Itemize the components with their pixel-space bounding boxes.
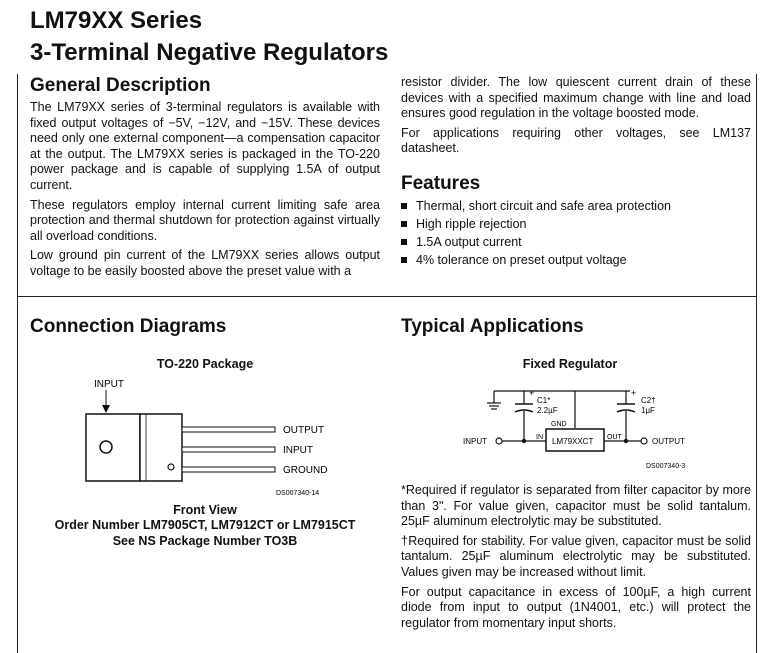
feature-item: Thermal, short circuit and safe area protection — [401, 197, 751, 215]
output-node — [624, 439, 628, 443]
mounting-hole — [100, 441, 112, 453]
pin1-marker — [168, 464, 174, 470]
c2-plus: + — [631, 388, 637, 398]
c2-value: 1µF — [641, 406, 655, 415]
bullet-icon — [401, 203, 407, 209]
package-label: TO-220 Package — [156, 357, 254, 371]
feature-item: 4% tolerance on preset output voltage — [401, 251, 751, 269]
bullet-icon — [401, 257, 407, 263]
general-description-continued — [401, 75, 751, 161]
out-pin-label: OUT — [607, 434, 622, 441]
pin-ground-lead — [182, 467, 275, 472]
in-pin-label: IN — [536, 434, 543, 441]
pin-output-lead — [182, 427, 275, 432]
desc-paragraph-3: Low ground pin current of the LM79XX series allows output voltage to be easily boosted above the preset value with a — [30, 248, 380, 278]
package-input-label: INPUT — [94, 379, 124, 390]
typical-applications-heading: Typical Applications — [401, 316, 584, 337]
c2-label: C2† — [641, 396, 656, 405]
pin-input-lead — [182, 447, 275, 452]
feature-item: 1.5A output current — [401, 233, 751, 251]
features-list — [401, 197, 751, 269]
c1-value: 2.2µF — [537, 406, 558, 415]
input-label: INPUT — [463, 437, 487, 446]
order-number-line: Order Number LM7905CT, LM7912CT or LM7915CT — [54, 518, 356, 532]
front-view-label: Front View — [173, 503, 237, 517]
note-c1: *Required if regulator is separated from filter capacitor by more than 3". For value given, capacitor must be solid tantalum. 25µF aluminum electrolytic may be substituted. — [401, 483, 751, 529]
c1-plus: + — [529, 388, 535, 398]
pin-ground-label: GROUND — [283, 465, 328, 476]
note-c2: †Required for stability. For value given, capacitor must be solid tantalum. 25µF aluminum electrolytic may be substituted. Values given may be increased without limit. — [401, 533, 751, 579]
output-label: OUTPUT — [652, 437, 685, 446]
note-diode: For output capacitance in excess of 100µF, a high current diode from input to output (1N4001, etc.) will protect the regulator from momentary input shorts. — [401, 584, 751, 630]
to220-package-diagram — [80, 375, 340, 500]
frame-left-border — [17, 74, 18, 653]
title-series: LM79XX Series — [30, 7, 203, 34]
gnd-label: GND — [551, 421, 567, 428]
connection-diagrams-heading: Connection Diagrams — [30, 316, 227, 337]
ic-label: LM79XXCT — [552, 437, 594, 446]
desc-paragraph-2: These regulators employ internal current limiting safe area protection and thermal shutdown for protection against virtually all overload conditions. — [30, 197, 380, 243]
desc-paragraph-4: resistor divider. The low quiescent current drain of these devices with a specified maximum change with line and load ensures good regulation in the voltage boosted mode. — [401, 75, 751, 121]
general-description-heading: General Description — [30, 75, 211, 96]
general-description-body — [30, 100, 380, 284]
desc-paragraph-5: For applications requiring other voltages, see LM137 datasheet. — [401, 125, 751, 156]
frame-right-border — [756, 74, 757, 653]
input-node — [522, 439, 526, 443]
input-terminal — [496, 438, 502, 444]
package-drawing-code: DS007340-14 — [276, 490, 320, 497]
section-divider — [17, 296, 757, 297]
package-tab — [86, 414, 140, 481]
c1-label: C1* — [537, 396, 551, 405]
output-terminal — [641, 438, 647, 444]
feature-item: High ripple rejection — [401, 215, 751, 233]
pin-output-label: OUTPUT — [283, 425, 325, 436]
title-subtitle: 3-Terminal Negative Regulators — [30, 39, 389, 66]
schematic-drawing-code: DS007340-3 — [646, 463, 686, 470]
features-heading: Features — [401, 173, 481, 194]
package-number-line: See NS Package Number TO3B — [112, 534, 298, 548]
desc-paragraph-1: The LM79XX series of 3-terminal regulators is available with fixed output voltages of −5V, −12V, and −15V. These devices need only one external component—a compensation capacitor at the output. The LM79XX series is packaged in the TO-220 power package and is capable of supplying 1.5A of output current. — [30, 100, 380, 192]
pin-input-label: INPUT — [283, 445, 313, 456]
application-notes — [401, 483, 751, 635]
input-arrow-head — [102, 405, 110, 413]
circuit-title: Fixed Regulator — [522, 357, 618, 371]
fixed-regulator-schematic — [458, 378, 708, 478]
bullet-icon — [401, 239, 407, 245]
bullet-icon — [401, 221, 407, 227]
